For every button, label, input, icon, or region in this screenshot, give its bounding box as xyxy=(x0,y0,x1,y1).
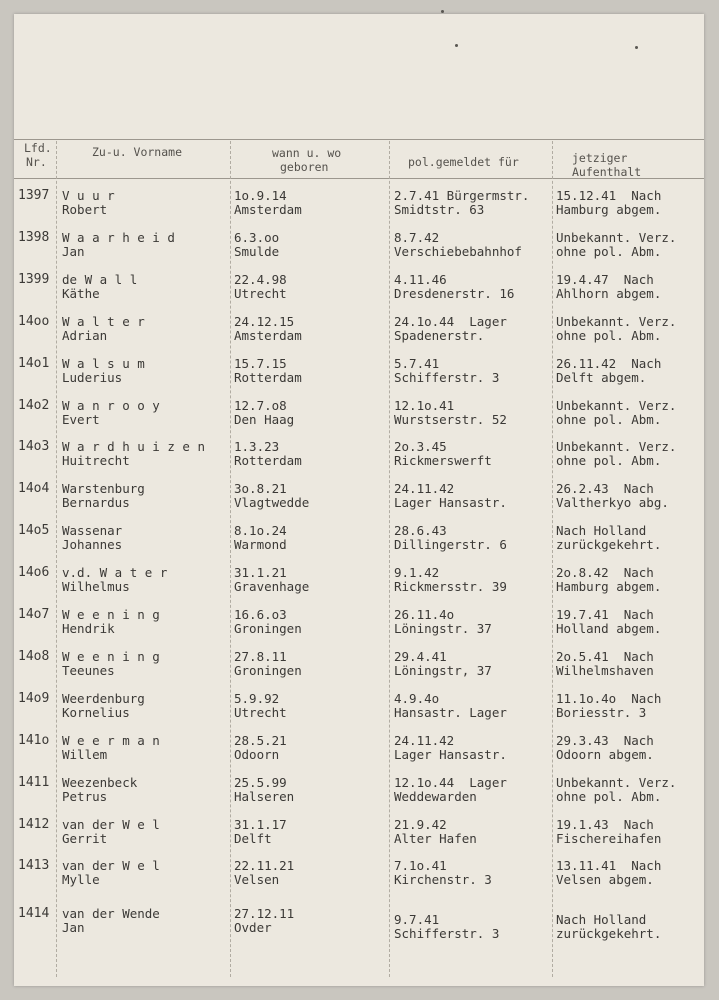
surname: Weerdenburg xyxy=(62,691,145,706)
surname: W e e n i n g xyxy=(62,649,160,664)
registration-line1: 4.9.4o xyxy=(394,691,440,706)
birth-date: 31.1.17 xyxy=(234,817,287,832)
registration-line1: 26.11.4o xyxy=(394,607,455,622)
header-current-line1: jetziger xyxy=(572,151,628,165)
birth-place: Amsterdam xyxy=(234,202,302,217)
header-nr-line2: Nr. xyxy=(26,155,47,169)
given-name: Robert xyxy=(62,202,108,217)
registration-line2: Dillingerstr. 6 xyxy=(394,537,507,552)
current-residence-line1: 11.1o.4o Nach xyxy=(556,691,662,706)
header-born-line2: geboren xyxy=(280,160,329,174)
row-number: 1411 xyxy=(18,775,50,790)
birth-date: 6.3.oo xyxy=(234,230,280,245)
given-name: Petrus xyxy=(62,789,108,804)
column-divider xyxy=(56,141,57,977)
current-residence-line2: ohne pol. Abm. xyxy=(556,328,662,343)
row-number: 1398 xyxy=(18,230,50,245)
registration-line2: Weddewarden xyxy=(394,789,477,804)
current-residence-line1: 26.11.42 Nach xyxy=(556,356,662,371)
surname: Weezenbeck xyxy=(62,775,138,790)
given-name: Jan xyxy=(62,920,85,935)
current-residence-line2: Ahlhorn abgem. xyxy=(556,286,662,301)
birth-place: Velsen xyxy=(234,872,280,887)
table-top-rule xyxy=(14,139,704,140)
current-residence-line1: 19.1.43 Nach xyxy=(556,817,654,832)
registration-line2: Rickmerswerft xyxy=(394,453,492,468)
surname: W a r d h u i z e n xyxy=(62,439,205,454)
registration-line1: 28.6.43 xyxy=(394,523,447,538)
birth-date: 5.9.92 xyxy=(234,691,280,706)
surname: W e e r m a n xyxy=(62,733,160,748)
row-number: 14o4 xyxy=(18,481,50,496)
birth-place: Rotterdam xyxy=(234,453,302,468)
current-residence-line1: 26.2.43 Nach xyxy=(556,481,654,496)
current-residence-line2: Hamburg abgem. xyxy=(556,579,662,594)
current-residence-line2: Fischereihafen xyxy=(556,831,662,846)
registration-line2: Lager Hansastr. xyxy=(394,747,507,762)
surname: Warstenburg xyxy=(62,481,145,496)
surname: W a l t e r xyxy=(62,314,145,329)
surname: W a l s u m xyxy=(62,356,145,371)
surname: W e e n i n g xyxy=(62,607,160,622)
given-name: Käthe xyxy=(62,286,100,301)
birth-place: Smulde xyxy=(234,244,280,259)
given-name: Mylle xyxy=(62,872,100,887)
row-number: 14o1 xyxy=(18,356,50,371)
current-residence-line2: Holland abgem. xyxy=(556,621,662,636)
current-residence-line2: ohne pol. Abm. xyxy=(556,412,662,427)
row-number: 14o7 xyxy=(18,607,50,622)
registration-line2: Löningstr. 37 xyxy=(394,621,492,636)
given-name: Adrian xyxy=(62,328,108,343)
current-residence-line2: zurückgekehrt. xyxy=(556,926,662,941)
surname: V u u r xyxy=(62,188,115,203)
surname: de W a l l xyxy=(62,272,138,287)
given-name: Huitrecht xyxy=(62,453,130,468)
birth-place: Groningen xyxy=(234,621,302,636)
given-name: Gerrit xyxy=(62,831,108,846)
registration-line2: Smidtstr. 63 xyxy=(394,202,485,217)
birth-place: Vlagtwedde xyxy=(234,495,310,510)
registration-line1: 7.1o.41 xyxy=(394,858,447,873)
birth-place: Gravenhage xyxy=(234,579,310,594)
current-residence-line1: Nach Holland xyxy=(556,912,647,927)
given-name: Johannes xyxy=(62,537,123,552)
given-name: Bernardus xyxy=(62,495,130,510)
birth-place: Amsterdam xyxy=(234,328,302,343)
current-residence-line2: zurückgekehrt. xyxy=(556,537,662,552)
birth-date: 15.7.15 xyxy=(234,356,287,371)
registration-line2: Alter Hafen xyxy=(394,831,477,846)
birth-date: 27.8.11 xyxy=(234,649,287,664)
row-number: 141o xyxy=(18,733,50,748)
row-number: 1399 xyxy=(18,272,50,287)
given-name: Evert xyxy=(62,412,100,427)
birth-place: Warmond xyxy=(234,537,287,552)
registration-line2: Rickmersstr. 39 xyxy=(394,579,507,594)
current-residence-line1: Unbekannt. Verz. xyxy=(556,775,677,790)
registration-line1: 2o.3.45 xyxy=(394,439,447,454)
given-name: Kornelius xyxy=(62,705,130,720)
birth-date: 28.5.21 xyxy=(234,733,287,748)
registration-line2: Lager Hansastr. xyxy=(394,495,507,510)
current-residence-line2: ohne pol. Abm. xyxy=(556,244,662,259)
row-number: 1412 xyxy=(18,817,50,832)
given-name: Wilhelmus xyxy=(62,579,130,594)
current-residence-line1: 29.3.43 Nach xyxy=(556,733,654,748)
current-residence-line2: Velsen abgem. xyxy=(556,872,654,887)
current-residence-line2: Boriesstr. 3 xyxy=(556,705,647,720)
header-name: Zu-u. Vorname xyxy=(92,145,183,159)
row-number: 14o5 xyxy=(18,523,50,538)
registration-line2: Löningstr, 37 xyxy=(394,663,492,678)
surname: van der W e l xyxy=(62,817,160,832)
current-residence-line2: Hamburg abgem. xyxy=(556,202,662,217)
birth-place: Ovder xyxy=(234,920,272,935)
birth-date: 22.4.98 xyxy=(234,272,287,287)
current-residence-line1: Nach Holland xyxy=(556,523,647,538)
header-born-line1: wann u. wo xyxy=(272,146,342,160)
birth-place: Den Haag xyxy=(234,412,295,427)
punch-mark xyxy=(635,46,638,49)
surname: Wassenar xyxy=(62,523,123,538)
row-number: 14o2 xyxy=(18,398,50,413)
birth-place: Utrecht xyxy=(234,705,287,720)
registration-line1: 29.4.41 xyxy=(394,649,447,664)
registration-line1: 9.1.42 xyxy=(394,565,440,580)
current-residence-line2: ohne pol. Abm. xyxy=(556,453,662,468)
registration-line1: 24.11.42 xyxy=(394,481,455,496)
registration-line2: Schifferstr. 3 xyxy=(394,926,500,941)
birth-place: Utrecht xyxy=(234,286,287,301)
row-number: 14o6 xyxy=(18,565,50,580)
column-divider xyxy=(230,141,231,977)
registration-line2: Verschiebebahnhof xyxy=(394,244,522,259)
registration-line1: 2.7.41 Bürgermstr. xyxy=(394,188,530,203)
registration-line1: 12.1o.41 xyxy=(394,398,455,413)
current-residence-line1: Unbekannt. Verz. xyxy=(556,439,677,454)
header-nr-line1: Lfd. xyxy=(24,141,52,155)
birth-place: Rotterdam xyxy=(234,370,302,385)
column-divider xyxy=(389,141,390,977)
registration-line1: 4.11.46 xyxy=(394,272,447,287)
registration-line2: Spadenerstr. xyxy=(394,328,485,343)
registration-line1: 12.1o.44 Lager xyxy=(394,775,507,790)
birth-date: 3o.8.21 xyxy=(234,481,287,496)
current-residence-line1: 15.12.41 Nach xyxy=(556,188,662,203)
row-number: 1413 xyxy=(18,858,50,873)
surname: W a a r h e i d xyxy=(62,230,175,245)
surname: van der Wende xyxy=(62,906,160,921)
current-residence-line2: Valtherkyo abg. xyxy=(556,495,669,510)
row-number: 14o8 xyxy=(18,649,50,664)
birth-date: 1.3.23 xyxy=(234,439,280,454)
surname: W a n r o o y xyxy=(62,398,160,413)
header-current-line2: Aufenthalt xyxy=(572,165,642,179)
row-number: 14o3 xyxy=(18,439,50,454)
registration-line2: Kirchenstr. 3 xyxy=(394,872,492,887)
punch-mark xyxy=(455,44,458,47)
given-name: Luderius xyxy=(62,370,123,385)
registration-line1: 8.7.42 xyxy=(394,230,440,245)
birth-date: 1o.9.14 xyxy=(234,188,287,203)
row-number: 1414 xyxy=(18,906,50,921)
current-residence-line1: Unbekannt. Verz. xyxy=(556,398,677,413)
surname: van der W e l xyxy=(62,858,160,873)
given-name: Jan xyxy=(62,244,85,259)
birth-date: 12.7.o8 xyxy=(234,398,287,413)
surname: v.d. W a t e r xyxy=(62,565,168,580)
birth-place: Halseren xyxy=(234,789,295,804)
given-name: Willem xyxy=(62,747,108,762)
registration-line2: Wurstserstr. 52 xyxy=(394,412,507,427)
registration-line1: 9.7.41 xyxy=(394,912,440,927)
given-name: Teeunes xyxy=(62,663,115,678)
registration-line1: 24.1o.44 Lager xyxy=(394,314,507,329)
birth-place: Odoorn xyxy=(234,747,280,762)
current-residence-line2: Odoorn abgem. xyxy=(556,747,654,762)
row-number: 14o9 xyxy=(18,691,50,706)
column-divider xyxy=(552,141,553,977)
birth-place: Delft xyxy=(234,831,272,846)
current-residence-line2: Delft abgem. xyxy=(556,370,647,385)
current-residence-line1: Unbekannt. Verz. xyxy=(556,314,677,329)
registration-line1: 24.11.42 xyxy=(394,733,455,748)
birth-date: 25.5.99 xyxy=(234,775,287,790)
registration-line2: Hansastr. Lager xyxy=(394,705,507,720)
registration-line1: 5.7.41 xyxy=(394,356,440,371)
birth-date: 31.1.21 xyxy=(234,565,287,580)
birth-date: 16.6.o3 xyxy=(234,607,287,622)
current-residence-line1: 2o.8.42 Nach xyxy=(556,565,654,580)
header-registered: pol.gemeldet für xyxy=(408,155,519,169)
row-number: 14oo xyxy=(18,314,50,329)
registration-line1: 21.9.42 xyxy=(394,817,447,832)
current-residence-line1: 19.4.47 Nach xyxy=(556,272,654,287)
current-residence-line1: 19.7.41 Nach xyxy=(556,607,654,622)
current-residence-line1: Unbekannt. Verz. xyxy=(556,230,677,245)
birth-date: 24.12.15 xyxy=(234,314,295,329)
punch-mark xyxy=(441,10,444,13)
registration-line2: Schifferstr. 3 xyxy=(394,370,500,385)
birth-date: 22.11.21 xyxy=(234,858,295,873)
registration-line2: Dresdenerstr. 16 xyxy=(394,286,515,301)
birth-date: 27.12.11 xyxy=(234,906,295,921)
given-name: Hendrik xyxy=(62,621,115,636)
row-number: 1397 xyxy=(18,188,50,203)
current-residence-line1: 2o.5.41 Nach xyxy=(556,649,654,664)
current-residence-line2: ohne pol. Abm. xyxy=(556,789,662,804)
birth-date: 8.1o.24 xyxy=(234,523,287,538)
current-residence-line1: 13.11.41 Nach xyxy=(556,858,662,873)
current-residence-line2: Wilhelmshaven xyxy=(556,663,654,678)
birth-place: Groningen xyxy=(234,663,302,678)
